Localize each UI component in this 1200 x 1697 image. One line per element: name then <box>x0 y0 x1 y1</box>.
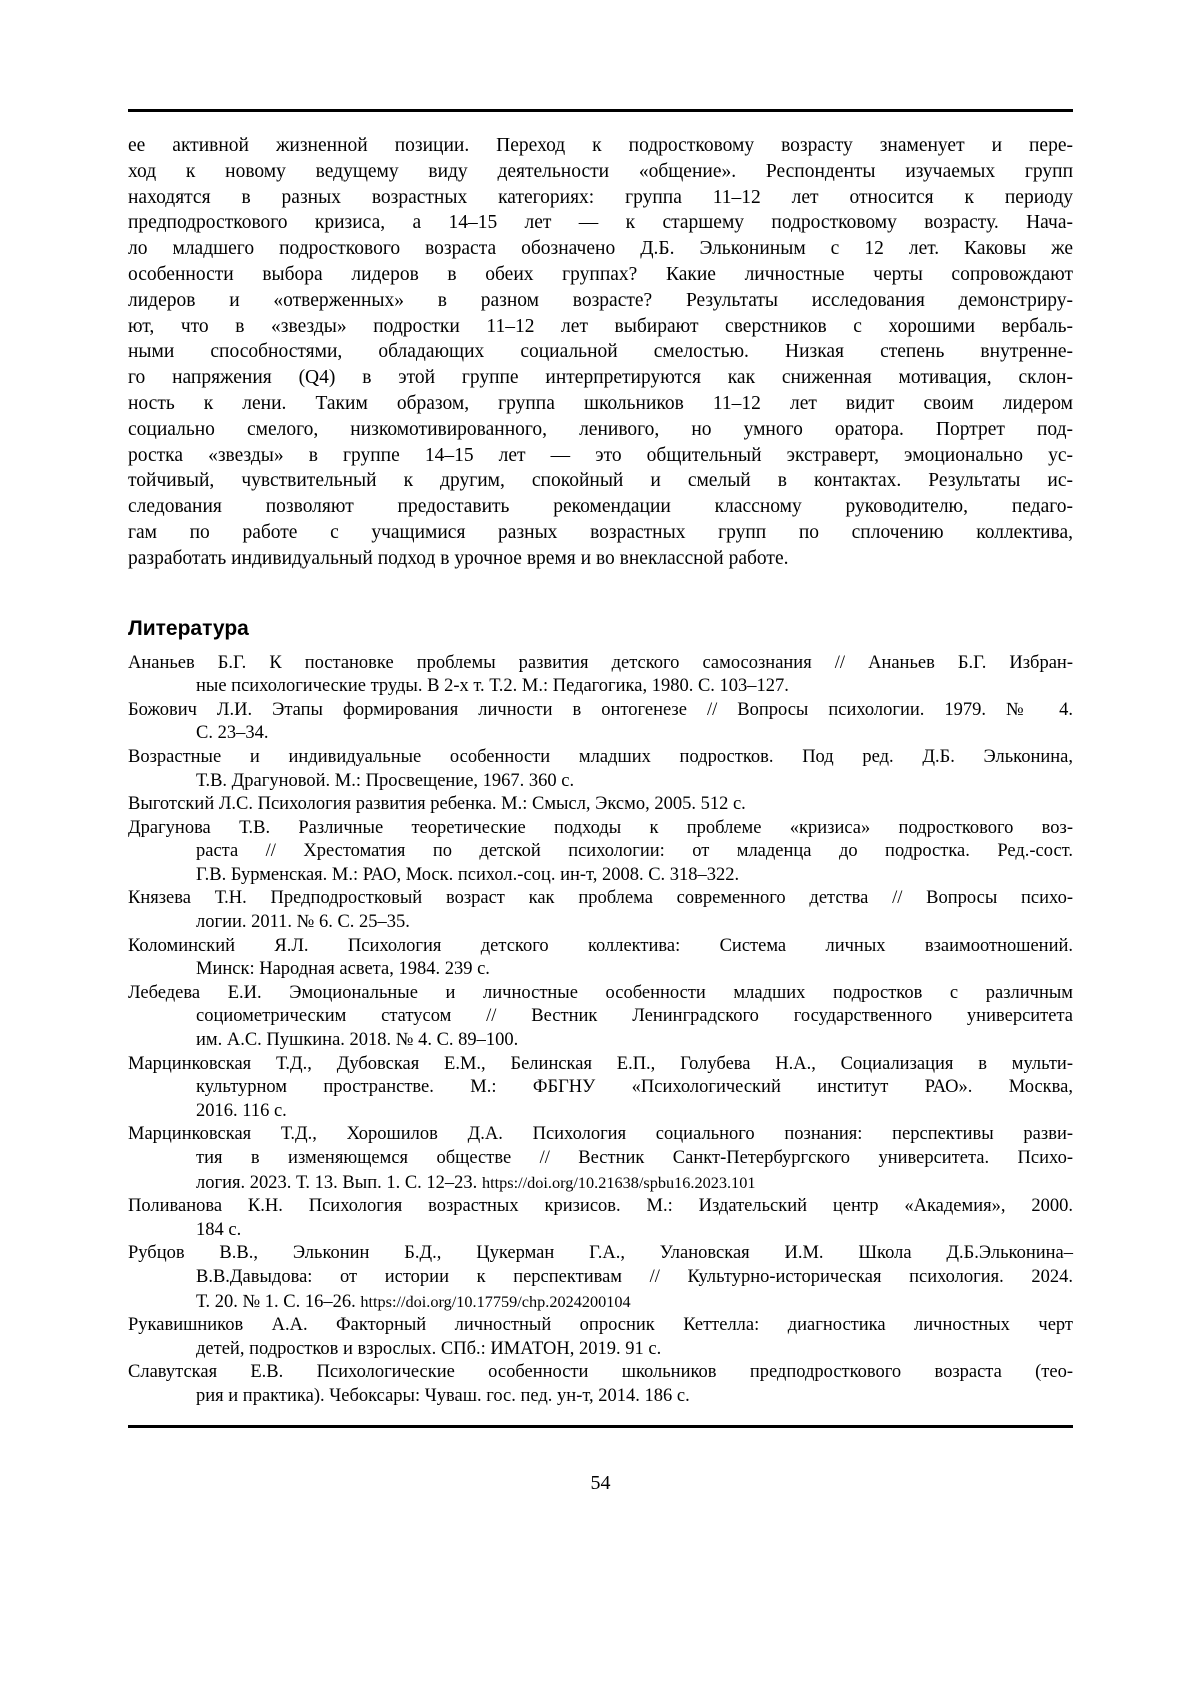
text-line: им. А.С. Пушкина. 2018. № 4. С. 89–100. <box>196 1030 519 1051</box>
reference-item <box>128 982 1073 1053</box>
text-line: раста // Хрестоматия по детской психологии: от младенца до подростка. Ред.-сост. <box>196 841 1073 862</box>
text-line: Марцинковская Т.Д., Дубовская Е.М., Белинская Е.П., Голубева Н.А., Социализация в мульти- <box>128 1053 1073 1074</box>
text-line: Выготский Л.С. Психология развития ребенка. М.: Смысл, Эксмо, 2005. 512 с. <box>128 794 746 815</box>
reference-item <box>128 1053 1073 1124</box>
text-line: 2016. 116 с. <box>196 1100 287 1121</box>
text-line: следования позволяют предоставить рекомендации классному руководителю, педаго- <box>128 496 1073 518</box>
references-list <box>128 652 1073 1409</box>
reference-item <box>128 699 1073 746</box>
top-rule <box>128 109 1073 112</box>
text-line: логия. 2023. Т. 13. Вып. 1. С. 12–23. https://doi.org/10.21638/spbu16.2023.101 <box>196 1172 756 1193</box>
reference-item <box>128 1314 1073 1361</box>
text-line: Т.В. Драгуновой. М.: Просвещение, 1967. 360 с. <box>196 770 575 791</box>
text-line: гам по работе с учащимися разных возрастных групп по сплочению коллектива, <box>128 521 1073 543</box>
page-number: 54 <box>590 1471 611 1494</box>
reference-item <box>128 935 1073 982</box>
text-line: Князева Т.Н. Предподростковый возраст как проблема современного детства // Вопросы психо- <box>128 888 1073 909</box>
text-line: ют, что в «звезды» подростки 11–12 лет выбирают сверстников с хорошими вербаль- <box>128 315 1073 337</box>
references-heading: Литература <box>128 616 249 640</box>
body-paragraph <box>128 133 1073 572</box>
text-line: социометрическим статусом // Вестник Ленинградского государственного университета <box>196 1006 1073 1027</box>
text-line: детей, подростков и взрослых. СПб.: ИМАТОН, 2019. 91 с. <box>196 1338 662 1359</box>
text-line: Поливанова К.Н. Психология возрастных кризисов. М.: Издательский центр «Академия», 2000. <box>128 1196 1073 1217</box>
text-line: С. 23–34. <box>196 723 269 744</box>
text-line: ность к лени. Таким образом, группа школьников 11–12 лет видит своим лидером <box>128 392 1073 414</box>
text-line: 184 с. <box>196 1219 242 1240</box>
reference-item <box>128 1195 1073 1242</box>
text-line: лидеров и «отверженных» в разном возрасте? Результаты исследования демонстриру- <box>128 289 1073 311</box>
text-line: Ананьев Б.Г. К постановке проблемы развития детского самосознания // Ананьев Б.Г. Избран- <box>128 652 1073 673</box>
text-line: предподросткового кризиса, а 14–15 лет — к старшему подростковому возрасту. Нача- <box>128 212 1073 234</box>
text-line: Славутская Е.В. Психологические особенности школьников предподросткового возраста (тео- <box>128 1362 1073 1383</box>
text-line: ее активной жизненной позиции. Переход к подростковому возрасту знаменует и пере- <box>128 135 1073 156</box>
text-line: Т. 20. № 1. С. 16–26. https://doi.org/10.17759/chp.2024200104 <box>196 1291 631 1312</box>
text-line: разработать индивидуальный подход в урочное время и во внеклассной работе. <box>128 547 789 569</box>
text-line: Драгунова Т.В. Различные теоретические подходы к проблеме «кризиса» подросткового воз- <box>128 817 1073 838</box>
text-line: Г.В. Бурменская. М.: РАО, Моск. психол.-соц. ин-т, 2008. С. 318–322. <box>196 864 740 885</box>
doi-link[interactable]: https://doi.org/10.17759/chp.2024200104 <box>360 1291 631 1311</box>
text-line: ными способностями, обладающих социальной смелостью. Низкая степень внутренне- <box>128 341 1073 363</box>
reference-item <box>128 887 1073 934</box>
text-line: тия в изменяющемся обществе // Вестник Санкт-Петербургского университета. Психо- <box>196 1148 1073 1169</box>
reference-item <box>128 746 1073 793</box>
text-line: рия и практика). Чебоксары: Чуваш. гос. пед. ун-т, 2014. 186 с. <box>196 1385 690 1406</box>
text-line: логии. 2011. № 6. С. 25–35. <box>196 912 410 933</box>
text-line: Марцинковская Т.Д., Хорошилов Д.А. Психология социального познания: перспективы разви- <box>128 1124 1073 1145</box>
text-line: ные психологические труды. В 2-х т. Т.2. М.: Педагогика, 1980. С. 103–127. <box>196 676 789 697</box>
text-line: Лебедева Е.И. Эмоциональные и личностные особенности младших подростков с различным <box>128 982 1073 1003</box>
text-line: ход к новому ведущему виду деятельности «общение». Респонденты изучаемых групп <box>128 160 1073 182</box>
text-line: ростка «звезды» в группе 14–15 лет — это общительный экстраверт, эмоционально ус- <box>128 444 1073 466</box>
text-line: находятся в разных возрастных категориях: группа 11–12 лет относится к периоду <box>128 186 1073 208</box>
text-line: Божович Л.И. Этапы формирования личности в онтогенезе // Вопросы психологии. 1979. № 4. <box>128 699 1073 720</box>
text-line: Коломинский Я.Л. Психология детского коллектива: Система личных взаимоотношений. <box>128 935 1073 956</box>
text-line: Минск: Народная асвета, 1984. 239 с. <box>196 959 490 980</box>
reference-item <box>128 1361 1073 1408</box>
text-line: Возрастные и индивидуальные особенности младших подростков. Под ред. Д.Б. Эльконина, <box>128 746 1073 767</box>
text-line: ло младшего подросткового возраста обозначено Д.Б. Элькониным с 12 лет. Каковы же <box>128 238 1073 260</box>
doi-link[interactable]: https://doi.org/10.21638/spbu16.2023.101 <box>481 1172 756 1192</box>
reference-item <box>128 793 1073 817</box>
text-line: социально смелого, низкомотивированного, ленивого, но умного оратора. Портрет под- <box>128 418 1073 440</box>
text-line: тойчивый, чувствительный к другим, спокойный и смелый в контактах. Результаты ис- <box>128 470 1073 492</box>
text-line: В.В.Давыдова: от истории к перспективам // Культурно-историческая психология. 2024. <box>196 1266 1073 1287</box>
text-line: го напряжения (Q4) в этой группе интерпретируются как сниженная мотивация, склон- <box>128 367 1073 389</box>
text-line: особенности выбора лидеров в обеих группах? Какие личностные черты сопровождают <box>128 263 1073 285</box>
text-line: Рубцов В.В., Эльконин Б.Д., Цукерман Г.А., Улановская И.М. Школа Д.Б.Эльконина– <box>128 1243 1073 1264</box>
reference-item <box>128 1123 1073 1195</box>
reference-item <box>128 817 1073 888</box>
reference-item <box>128 652 1073 699</box>
bottom-rule <box>128 1425 1073 1428</box>
text-line: Рукавишников А.А. Факторный личностный опросник Кеттелла: диагностика личностных черт <box>128 1315 1073 1336</box>
text-line: культурном пространстве. М.: ФБГНУ «Психологический институт РАО». Москва, <box>196 1077 1073 1098</box>
reference-item <box>128 1242 1073 1314</box>
